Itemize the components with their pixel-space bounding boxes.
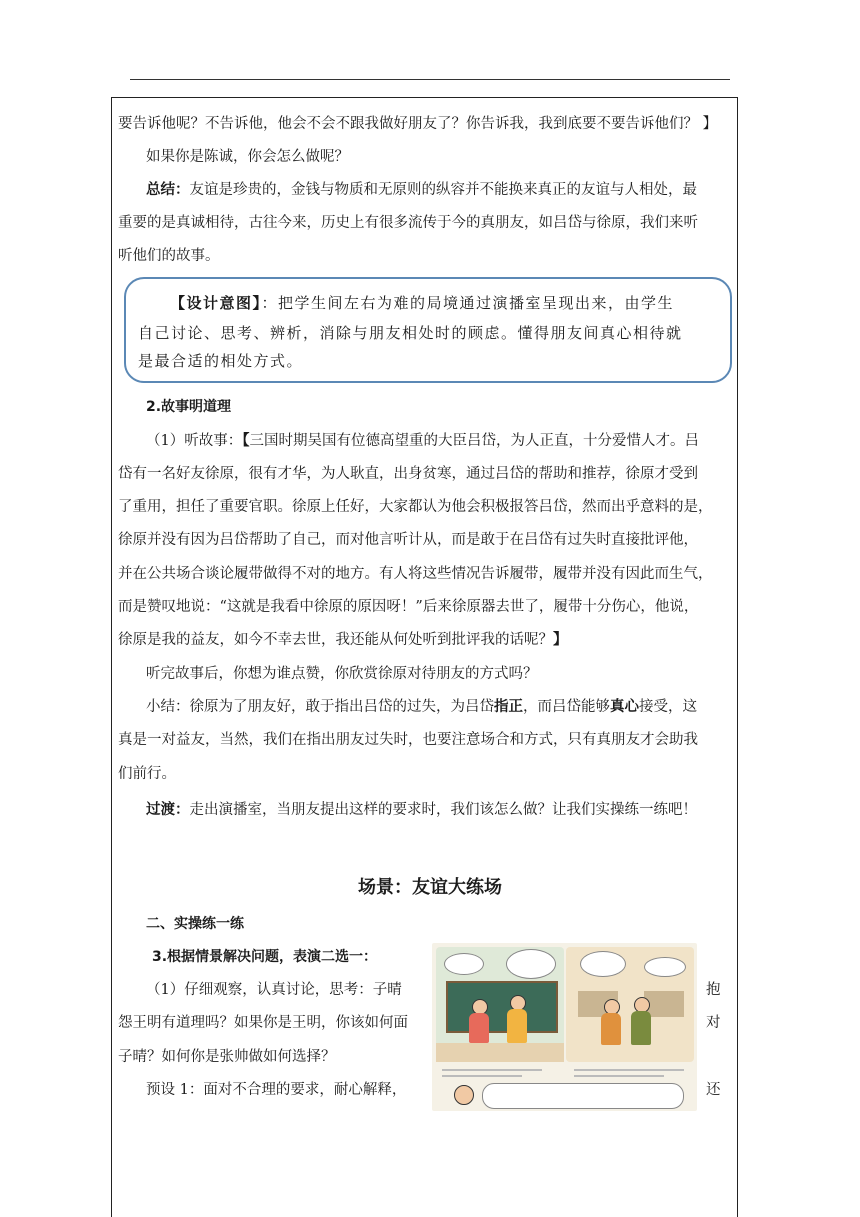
story-line: 岱有一名好友徐原，很有才华，为人耿直，出身贫寒，通过吕岱的帮助和推荐，徐原才受到 [118, 466, 698, 482]
task-line: 预设 1：面对不合理的要求，耐心解释， [146, 1082, 407, 1098]
design-intent-line: 自己讨论、思考、辨析，消除与朋友相处时的顾虑。懂得朋友间真心相待就 [138, 324, 683, 342]
student-icon [454, 1085, 474, 1105]
text-line: 如果你是陈诚，你会怎么做呢？ [146, 149, 349, 165]
task-heading: 3.根据情景解决问题，表演二选一： [152, 949, 378, 965]
design-intent-label: 【设计意图】 [170, 294, 262, 312]
question-line: 听完故事后，你想为谁点赞，你欣赏徐原对待朋友的方式吗？ [146, 666, 538, 682]
speech-bubble-icon [482, 1083, 684, 1109]
design-intent-box [124, 277, 732, 383]
story-line: 而是赞叹地说：“这就是我看中徐原的原因呀！”后来徐原器去世了，履带十分伤心，他说， [118, 599, 699, 615]
speech-bubble-icon [580, 951, 626, 977]
section-heading: 2.故事明道理 [146, 399, 232, 415]
design-intent-line: 【设计意图】：把学生间左右为难的局境通过演播室呈现出来，由学生 [170, 294, 675, 312]
story-line: 徐原并没有因为吕岱帮助了自己，而对他言听计从，而是敢于在吕岱有过失时直接批评他， [118, 532, 698, 548]
task-line: 怨王明有道理吗？如果你是王明，你该如何面 [118, 1015, 408, 1031]
classroom-illustration-icon [432, 943, 697, 1111]
blackboard-icon [446, 981, 558, 1033]
task-line-wrap: 还 [706, 1082, 721, 1098]
conclusion-line: 真是一对益友，当然，我们在指出朋友过失时，也要注意场合和方式，只有真朋友才会助我 [118, 732, 698, 748]
header-rule [130, 79, 730, 80]
speech-bubble-icon [506, 949, 556, 979]
task-line-wrap: 抱 [706, 982, 721, 998]
section-heading: 二、实操练一练 [146, 916, 244, 932]
story-line: 了重用，担任了重要官职。徐原上任好，大家都认为他会积极报答吕岱，然而出乎意料的是， [118, 499, 713, 515]
task-line: 子晴？如何你是张帅做如何选择？ [118, 1049, 336, 1065]
summary-label: 总结： [146, 181, 190, 198]
speech-bubble-icon [644, 957, 686, 977]
scene-title: 场景：友谊大练场 [358, 877, 502, 898]
design-intent-line: 是最合适的相处方式。 [138, 352, 304, 370]
story-line: 徐原是我的益友，如今不幸去世，我还能从何处听到批评我的话呢？】 [118, 631, 568, 648]
story-line: 并在公共场合谈论履带做得不对的地方。有人将这些情况告诉履带，履带并没有因此而生气， [118, 566, 713, 582]
summary-text: 友谊是珍贵的，金钱与物质和无原则的纵容并不能换来真正的友谊与人相处，最 [189, 182, 697, 198]
text-line: 要告诉他呢？不告诉他，他会不会不跟我做好朋友了？你告诉我，我到底要不要告诉他们？ 】 [118, 116, 718, 132]
task-line: （1）仔细观察，认真讨论，思考：子晴 [146, 982, 402, 998]
task-line-wrap: 对 [706, 1015, 721, 1031]
transition-line: 过渡：走出演播室，当朋友提出这样的要求时，我们该怎么做？让我们实操练一练吧！ [146, 801, 697, 818]
conclusion-line: 们前行。 [118, 766, 176, 782]
summary-line [146, 180, 697, 200]
conclusion-line: 小结：徐原为了朋友好，敢于指出吕岱的过失，为吕岱指正，而吕岱能够真心接受，这 [146, 698, 697, 715]
transition-label: 过渡： [146, 801, 190, 818]
story-line: （1）听故事：【三国时期吴国有位德高望重的大臣吕岱，为人正直，十分爱惜人才。吕 [146, 432, 699, 449]
text-line: 听他们的故事。 [118, 248, 220, 264]
text-line: 重要的是真诚相待，古往今来，历史上有很多流传于今的真朋友，如吕岱与徐原，我们来听 [118, 215, 698, 231]
speech-bubble-icon [444, 953, 484, 975]
